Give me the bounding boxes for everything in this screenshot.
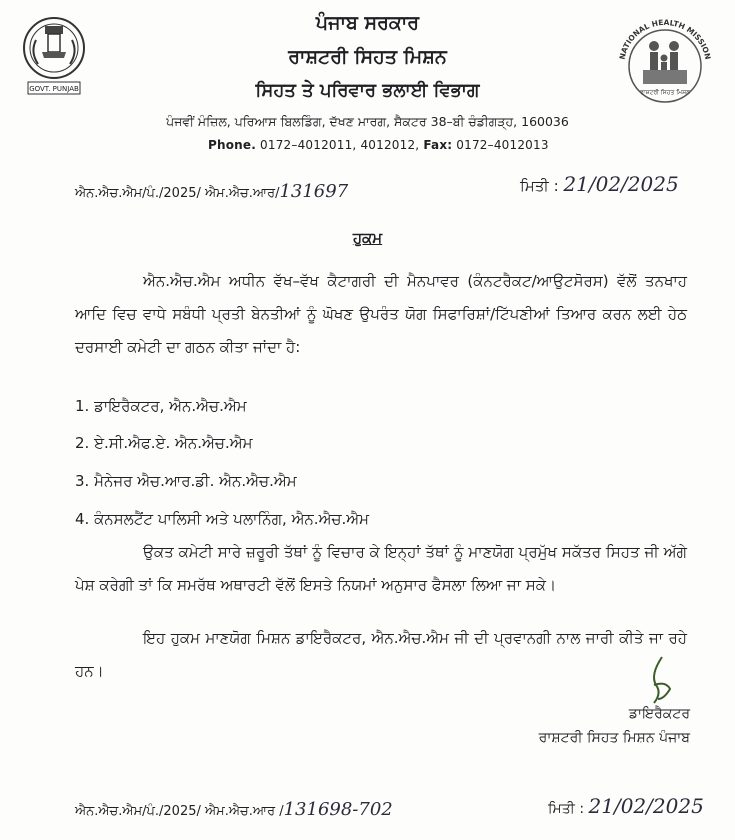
- header-address: ਪੰਜਵੀਂ ਮੰਜ਼ਿਲ, ਪਰਿਆਸ ਬਿਲਡਿੰਗ, ਦੱਖਣ ਮਾਰਗ, ਸੈਕਟਰ 38–ਬੀ ਚੰਡੀਗੜ੍ਹ, 160036: [166, 114, 569, 129]
- fax-label: Fax:: [423, 138, 453, 152]
- reference-handwritten-number: 131698-702: [283, 799, 393, 820]
- committee-member: 1. ਡਾਇਰੈਕਟਰ, ਐਨ.ਐਚ.ਐਮ: [75, 397, 247, 415]
- paragraph-issuance: ਇਹ ਹੁਕਮ ਮਾਣਯੋਗ ਮਿਸ਼ਨ ਡਾਇਰੈਕਟਰ, ਐਨ.ਐਚ.ਐਮ ਜੀ ਦੀ ਪ੍ਰਵਾਨਗੀ ਨਾਲ ਜਾਰੀ ਕੀਤੇ ਜਾ ਰਹੇ ਹਨ।: [75, 629, 687, 680]
- committee-member: 2. ਏ.ਸੀ.ਐਫ.ਏ. ਐਨ.ਐਚ.ਐਮ: [75, 434, 253, 452]
- header-contact: [208, 138, 549, 152]
- phone-value: 0172–4012011, 4012012,: [260, 138, 420, 152]
- paragraph-committee-task: ਉਕਤ ਕਮੇਟੀ ਸਾਰੇ ਜ਼ਰੂਰੀ ਤੱਥਾਂ ਨੂੰ ਵਿਚਾਰ ਕੇ ਇਨ੍ਹਾਂ ਤੱਥਾਂ ਨੂੰ ਮਾਣਯੋਗ ਪ੍ਰਮੁੱਖ ਸਕੱਤਰ ਸਿਹਤ ਜੀ ਅੱਗੇ ਪੇਸ਼ ਕਰੇਗੀ ਤਾਂ ਕਿ ਸਮਰੱਥ ਅਥਾਰਟੀ ਵੱਲੋਂ ਇਸਤੇ ਨਿਯਮਾਂ ਅਨੁਸਾਰ ਫੈਸਲਾ ਲਿਆ ਜਾ ਸਕੇ।: [75, 543, 687, 594]
- reference-number-bottom: [75, 799, 393, 820]
- header-mission-name: ਰਾਸ਼ਟਰੀ ਸਿਹਤ ਮਿਸ਼ਨ: [288, 46, 447, 68]
- emblem-caption: GOVT. PUNJAB: [29, 85, 79, 93]
- reference-handwritten-number: 131697: [279, 181, 349, 202]
- handwritten-signature: [640, 655, 680, 707]
- signatory-title: ਡਾਇਰੈਕਟਰ: [628, 706, 690, 722]
- reference-prefix: ਐਨ.ਐਚ.ਐਮ/ਪੰ./2025/ ਐਮ.ਐਚ.ਆਰ /: [75, 804, 284, 819]
- committee-member: 3. ਮੈਨੇਜਰ ਐਚ.ਆਰ.ਡੀ. ਐਨ.ਐਚ.ਐਮ: [75, 472, 297, 490]
- order-title: ਹੁਕਮ: [352, 229, 383, 247]
- nhm-arc-text: NATIONAL HEALTH MISSION: [617, 17, 713, 61]
- signatory-organization: ਰਾਸ਼ਟਰੀ ਸਿਹਤ ਮਿਸ਼ਨ ਪੰਜਾਬ: [538, 730, 690, 746]
- date-label: ਮਿਤੀ :: [548, 801, 585, 817]
- reference-prefix: ਐਨ.ਐਚ.ਐਮ/ਪੰ./2025/ ਐਮ.ਐਚ.ਆਰ/: [75, 186, 280, 201]
- header-govt-name: ਪੰਜਾਬ ਸਰਕਾਰ: [315, 12, 420, 34]
- nhm-tagline: ਰਾਸ਼ਟਰੀ ਸਿਹਤ ਮਿਸ਼ਨ: [640, 89, 690, 96]
- header-department-name: ਸਿਹਤ ਤੇ ਪਰਿਵਾਰ ਭਲਾਈ ਵਿਭਾਗ: [255, 80, 480, 101]
- date-label: ਮਿਤੀ :: [520, 177, 559, 195]
- fax-value: 0172–4012013: [456, 138, 549, 152]
- phone-label: Phone.: [208, 138, 257, 152]
- date-top: [520, 172, 679, 196]
- date-handwritten-value: 21/02/2025: [588, 794, 704, 818]
- paragraph-intro: ਐਨ.ਐਚ.ਐਮ ਅਧੀਨ ਵੱਖ–ਵੱਖ ਕੈਟਾਗਰੀ ਦੀ ਮੈਨਪਾਵਰ (ਕੰਨਟਰੈਕਟ/ਆਉਟਸੋਰਸ) ਵੱਲੋਂ ਤਨਖਾਹ ਆਦਿ ਵਿਚ ਵਾਧੇ ਸਬੰਧੀ ਪ੍ਰਤੀ ਬੇਨਤੀਆਂ ਨੂੰ ਘੋਖਣ ਉਪਰੰਤ ਯੋਗ ਸਿਫਾਰਿਸ਼ਾਂ/ਟਿੱਪਣੀਆਂ ਤਿਆਰ ਕਰਨ ਲਈ ਹੇਠ ਦਰਸਾਈ ਕਮੇਟੀ ਦਾ ਗਠਨ ਕੀਤਾ ਜਾਂਦਾ ਹੈ:: [75, 272, 687, 356]
- committee-member: 4. ਕੰਨਸਲਟੈਂਟ ਪਾਲਿਸੀ ਅਤੇ ਪਲਾਨਿੰਗ, ਐਨ.ਐਚ.ਐਮ: [75, 510, 370, 528]
- date-handwritten-value: 21/02/2025: [563, 172, 679, 196]
- reference-number-top: [75, 181, 348, 202]
- date-bottom: [548, 794, 704, 818]
